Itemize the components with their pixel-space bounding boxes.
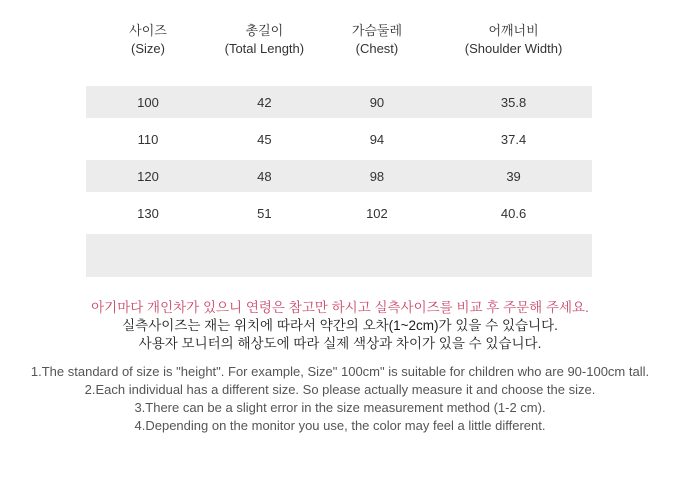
table-cell: 120 bbox=[137, 168, 159, 184]
header-total-length-kr: 총길이 bbox=[245, 23, 284, 38]
header-cell-size bbox=[86, 22, 210, 58]
header-shoulder-width-en: (Shoulder Width) bbox=[464, 41, 563, 56]
table-cell: 102 bbox=[366, 205, 388, 221]
note-measure-tolerance: 실측사이즈는 재는 위치에 따라서 약간의 오차(1~2cm)가 있을 수 있습니다. bbox=[122, 318, 558, 333]
header-chest-kr: 가슴둘레 bbox=[351, 23, 403, 38]
table-cell: 110 bbox=[137, 131, 159, 147]
header-size-kr: 사이즈 bbox=[129, 23, 167, 38]
note-en-4: 4.Depending on the monitor you use, the color may feel a little different. bbox=[134, 418, 546, 433]
table-row-120 bbox=[86, 160, 592, 192]
english-notes bbox=[0, 363, 680, 435]
table-cell: 94 bbox=[369, 131, 385, 147]
note-en-1: 1.The standard of size is "height". For example, Size" 100cm" is suitable for children who are 90-100cm tall. bbox=[30, 364, 650, 379]
size-table bbox=[86, 0, 592, 277]
header-chest-en: (Chest) bbox=[355, 41, 399, 56]
table-row-110 bbox=[86, 123, 592, 155]
table-cell: 35.8 bbox=[500, 94, 527, 110]
note-en-3: 3.There can be a slight error in the size measurement method (1-2 cm). bbox=[134, 400, 546, 415]
header-cell-total-length bbox=[210, 22, 319, 58]
table-cell: 100 bbox=[137, 94, 159, 110]
table-cell: 130 bbox=[137, 205, 159, 221]
size-table-header bbox=[86, 22, 592, 58]
korean-notes bbox=[0, 299, 680, 353]
table-cell: 90 bbox=[369, 94, 385, 110]
table-cell: 39 bbox=[506, 168, 521, 184]
header-size-en: (Size) bbox=[131, 41, 165, 56]
table-cell: 51 bbox=[257, 205, 272, 221]
table-cell: 98 bbox=[369, 168, 385, 184]
note-monitor-color-kr: 사용자 모니터의 해상도에 따라 실제 색상과 차이가 있을 수 있습니다. bbox=[138, 336, 542, 351]
note-en-2: 2.Each individual has a different size. So please actually measure it and choose the size. bbox=[84, 382, 596, 397]
header-cell-chest bbox=[319, 22, 435, 58]
table-cell: 40.6 bbox=[500, 205, 527, 221]
header-shoulder-width-kr: 어깨너비 bbox=[488, 23, 539, 38]
table-row-130 bbox=[86, 197, 592, 229]
table-row-100 bbox=[86, 86, 592, 118]
table-cell: 42 bbox=[257, 94, 272, 110]
table-cell: 37.4 bbox=[500, 131, 527, 147]
note-highlight: 아기마다 개인차가 있으니 연령은 참고만 하시고 실측사이즈를 비교 후 주문해 주세요. bbox=[91, 300, 589, 315]
table-cell: 45 bbox=[257, 131, 272, 147]
table-row-empty bbox=[86, 234, 592, 277]
header-total-length-en: (Total Length) bbox=[224, 41, 305, 56]
header-cell-shoulder-width bbox=[435, 22, 592, 58]
table-cell: 48 bbox=[257, 168, 272, 184]
